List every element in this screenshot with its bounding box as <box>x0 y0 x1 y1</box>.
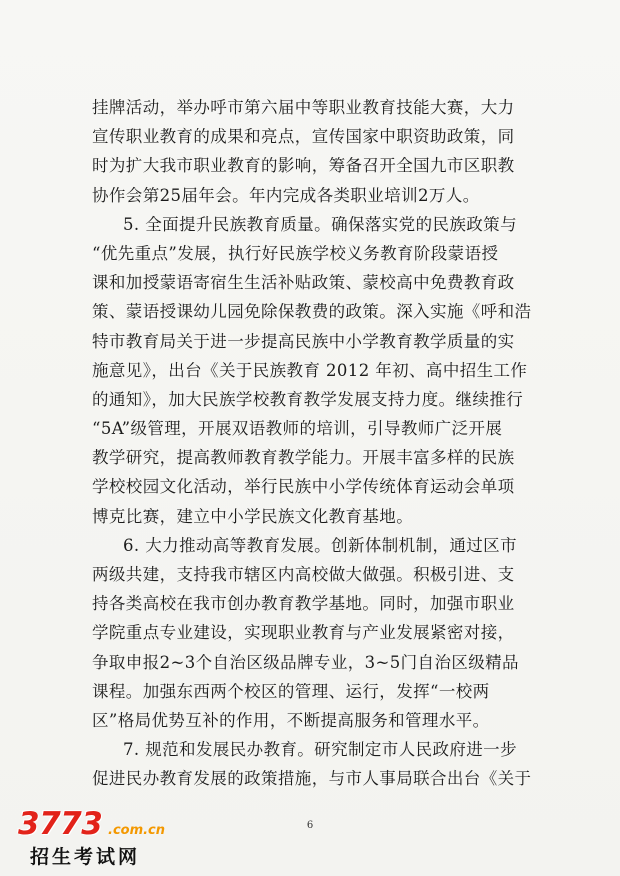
text-line: 区”格局优势互补的作用，不断提高服务和管理水平。 <box>92 710 490 730</box>
text-line: 两级共建，支持我市辖区内高校做大做强。积极引进、支 <box>92 565 515 584</box>
section-6-heading-line: 6. 大力推动高等教育发展。创新体制机制，通过区市 <box>123 535 517 555</box>
site-watermark-logo <box>18 806 188 870</box>
page-number: 6 <box>306 820 314 831</box>
text-line: 协作会第25届年会。年内完成各类职业培训2万人。 <box>92 185 480 205</box>
text-line: “优先重点”发展，执行好民族学校义务教育阶段蒙语授 <box>92 243 499 263</box>
watermark-tagline: 招生考试网 <box>30 846 141 868</box>
text-line: 持各类高校在我市创办教育教学基地。同时，加强市职业 <box>92 594 515 614</box>
text-line: 争取申报2~3个自治区级品牌专业，3~5门自治区级精品 <box>92 652 519 672</box>
watermark-number: 3773 <box>18 806 103 842</box>
text-line: 施意见》，出台《关于民族教育 2012 年初、高中招生工作 <box>92 360 528 380</box>
section-5-heading-line: 5. 全面提升民族教育质量。确保落实党的民族政策与 <box>123 214 517 234</box>
section-7-heading-line: 7. 规范和发展民办教育。研究制定市人民政府进一步 <box>123 740 517 760</box>
text-line: 博克比赛，建立中小学民族文化教育基地。 <box>92 506 414 526</box>
watermark-domain: .com.cn <box>108 823 166 838</box>
text-line: 学校校园文化活动，举行民族中小学传统体育运动会单项 <box>92 477 515 497</box>
text-line: 课程。加强东西两个校区的管理、运行，发挥“一校两 <box>92 681 490 701</box>
text-line: 的通知》，加大民族学校教育教学发展支持力度。继续推行 <box>92 389 524 409</box>
text-line: 教学研究，提高教师教育教学能力。开展丰富多样的民族 <box>92 448 515 468</box>
text-line: 学院重点专业建设，实现职业教育与产业发展紧密对接， <box>92 623 515 643</box>
document-body <box>92 93 542 794</box>
text-line: 课和加授蒙语寄宿生生活补贴政策、蒙校高中免费教育政 <box>92 273 515 293</box>
text-line: “5A”级管理，开展双语教师的培训，引导教师广泛开展 <box>92 419 503 439</box>
text-line: 策、蒙语授课幼儿园免除保教费的政策。深入实施《呼和浩 <box>92 302 532 322</box>
text-line: 挂牌活动，举办呼市第六届中等职业教育技能大赛，大力 <box>92 98 515 117</box>
text-line: 促进民办教育发展的政策措施，与市人事局联合出台《关于 <box>92 769 532 789</box>
text-line: 宣传职业教育的成果和亮点，宣传国家中职资助政策，同 <box>92 127 515 147</box>
text-line: 时为扩大我市职业教育的影响，筹备召开全国九市区职教 <box>92 156 515 176</box>
text-line: 特市教育局关于进一步提高民族中小学教育教学质量的实 <box>92 331 515 351</box>
